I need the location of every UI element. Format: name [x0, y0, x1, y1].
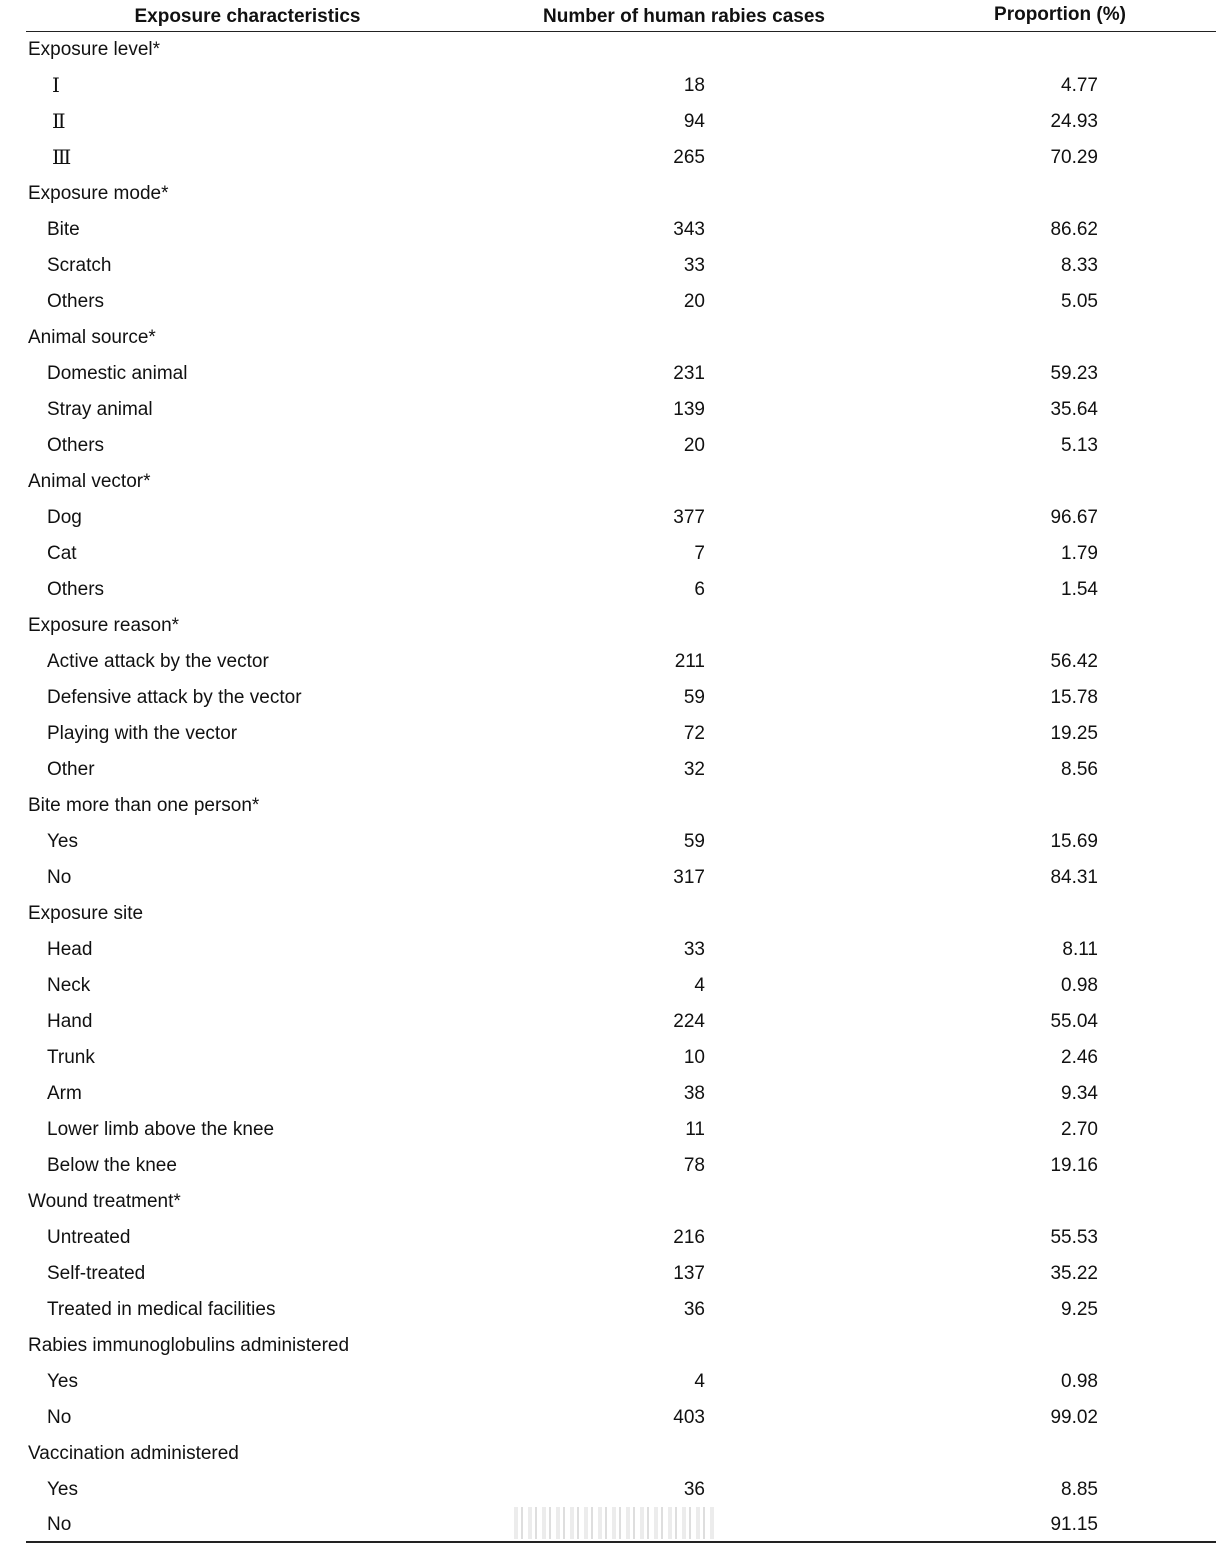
row-label: Domestic animal: [47, 363, 188, 384]
proportion-cell: 1.54: [1061, 579, 1098, 600]
table-row: [0, 435, 1226, 471]
cases-cell: 33: [683, 255, 705, 276]
cases-cell: 59: [683, 687, 705, 708]
group-label: Bite more than one person*: [28, 795, 260, 816]
proportion-cell: 84.31: [1050, 867, 1098, 888]
proportion-cell: 24.93: [1050, 111, 1098, 132]
cases-cell: 403: [673, 1407, 705, 1428]
group-label: Animal source*: [28, 327, 156, 348]
table-row: [0, 1083, 1226, 1119]
proportion-cell: 19.25: [1050, 723, 1098, 744]
group-label: Exposure level*: [28, 39, 161, 60]
proportion-cell: 9.34: [1061, 1083, 1098, 1104]
table-row: [0, 1011, 1226, 1047]
group-label: Exposure mode*: [28, 183, 169, 204]
proportion-cell: 99.02: [1050, 1407, 1098, 1428]
proportion-cell: 35.22: [1050, 1263, 1098, 1284]
table-row: [0, 147, 1226, 183]
proportion-cell: 86.62: [1050, 219, 1098, 240]
cases-cell: 36: [683, 1479, 705, 1500]
group-label: Wound treatment*: [28, 1191, 181, 1212]
row-label: Arm: [47, 1083, 82, 1104]
cases-cell: 139: [673, 399, 705, 420]
group-row: [0, 1443, 1226, 1479]
table-row: [0, 1227, 1226, 1263]
proportion-cell: 8.56: [1061, 759, 1098, 780]
table-row: [0, 1299, 1226, 1335]
table-row: [0, 1047, 1226, 1083]
header-proportion: Proportion (%): [994, 4, 1126, 25]
cases-cell: 33: [683, 939, 705, 960]
cases-cell: 59: [683, 831, 705, 852]
table-row: [0, 687, 1226, 723]
row-label: No: [47, 1514, 72, 1535]
header-exposure-characteristics: Exposure characteristics: [134, 6, 361, 27]
row-label: Others: [47, 435, 105, 456]
proportion-cell: 91.15: [1050, 1514, 1098, 1535]
proportion-cell: 35.64: [1050, 399, 1098, 420]
group-row: [0, 1335, 1226, 1371]
cases-cell: 18: [683, 75, 705, 96]
proportion-cell: 19.16: [1050, 1155, 1098, 1176]
table-row: [0, 399, 1226, 435]
group-row: [0, 39, 1226, 75]
proportion-cell: 59.23: [1050, 363, 1098, 384]
row-label: No: [47, 867, 72, 888]
group-row: [0, 795, 1226, 831]
cases-cell: 94: [683, 111, 705, 132]
group-row: [0, 903, 1226, 939]
proportion-cell: 15.78: [1050, 687, 1098, 708]
proportion-cell: 8.11: [1062, 939, 1098, 960]
table-row: [0, 867, 1226, 903]
table-row: [0, 1155, 1226, 1191]
row-label: Neck: [47, 975, 91, 996]
table-row: [0, 507, 1226, 543]
row-label: Stray animal: [47, 399, 153, 420]
table-row: [0, 651, 1226, 687]
row-label: Cat: [47, 543, 77, 564]
cases-cell: 38: [683, 1083, 705, 1104]
table-row: [0, 255, 1226, 291]
proportion-cell: 70.29: [1050, 147, 1098, 168]
proportion-cell: 0.98: [1061, 975, 1098, 996]
group-row: [0, 183, 1226, 219]
row-label: No: [47, 1407, 72, 1428]
row-label: Self-treated: [47, 1263, 146, 1284]
row-label: Trunk: [47, 1047, 95, 1068]
proportion-cell: 1.79: [1061, 543, 1098, 564]
table-row: [0, 291, 1226, 327]
table-row: [0, 1407, 1226, 1443]
table-row: [0, 543, 1226, 579]
row-label: Active attack by the vector: [47, 651, 269, 672]
proportion-cell: 96.67: [1050, 507, 1098, 528]
row-label: Ⅰ: [52, 75, 60, 97]
row-label: Scratch: [47, 255, 112, 276]
row-label: Hand: [47, 1011, 93, 1032]
table-row: [0, 723, 1226, 759]
group-row: [0, 327, 1226, 363]
group-row: [0, 615, 1226, 651]
row-label: Lower limb above the knee: [47, 1119, 275, 1140]
cases-cell: 20: [683, 435, 705, 456]
cases-cell: 265: [673, 147, 705, 168]
row-label: Ⅱ: [52, 111, 66, 133]
proportion-cell: 55.53: [1050, 1227, 1098, 1248]
row-label: Treated in medical facilities: [47, 1299, 276, 1320]
cases-cell: 377: [673, 507, 705, 528]
proportion-cell: 2.46: [1061, 1047, 1098, 1068]
cases-cell: 6: [694, 579, 705, 600]
table-row: [0, 111, 1226, 147]
group-row: [0, 1191, 1226, 1227]
proportion-cell: 4.77: [1061, 75, 1098, 96]
row-label: Others: [47, 291, 105, 312]
row-label: Defensive attack by the vector: [47, 687, 302, 708]
scan-artifact: [514, 1507, 716, 1539]
table-row: [0, 939, 1226, 975]
table-row: [0, 219, 1226, 255]
cases-cell: 231: [673, 363, 705, 384]
proportion-cell: 8.33: [1061, 255, 1098, 276]
proportion-cell: 0.98: [1061, 1371, 1098, 1392]
cases-cell: 32: [683, 759, 705, 780]
cases-cell: 211: [674, 651, 705, 672]
row-label: Yes: [47, 1479, 78, 1500]
row-label: Untreated: [47, 1227, 131, 1248]
table-row: [0, 1119, 1226, 1155]
cases-cell: 11: [685, 1119, 705, 1140]
group-row: [0, 471, 1226, 507]
group-label: Animal vector*: [28, 471, 151, 492]
table-row: [0, 363, 1226, 399]
row-label: Below the knee: [47, 1155, 177, 1176]
cases-cell: 10: [683, 1047, 705, 1068]
header-rule: [26, 31, 1216, 32]
row-label: Ⅲ: [52, 147, 72, 169]
row-label: Head: [47, 939, 93, 960]
bottom-rule: [26, 1541, 1216, 1543]
cases-cell: 4: [694, 1371, 705, 1392]
proportion-cell: 2.70: [1061, 1119, 1098, 1140]
table-row: [0, 975, 1226, 1011]
cases-cell: 317: [673, 867, 705, 888]
row-label: Other: [47, 759, 95, 780]
cases-cell: 20: [683, 291, 705, 312]
cases-cell: 72: [683, 723, 705, 744]
cases-cell: 137: [673, 1263, 705, 1284]
cases-cell: 343: [673, 219, 705, 240]
row-label: Dog: [47, 507, 82, 528]
table-row: [0, 1371, 1226, 1407]
table-row: [0, 1263, 1226, 1299]
header-number-of-cases: Number of human rabies cases: [543, 6, 825, 27]
cases-cell: 224: [673, 1011, 705, 1032]
cases-cell: 4: [694, 975, 705, 996]
row-label: Bite: [47, 219, 80, 240]
proportion-cell: 56.42: [1050, 651, 1098, 672]
cases-cell: 7: [694, 543, 705, 564]
group-label: Vaccination administered: [28, 1443, 239, 1464]
row-label: Yes: [47, 1371, 78, 1392]
proportion-cell: 55.04: [1050, 1011, 1098, 1032]
cases-cell: 78: [683, 1155, 705, 1176]
proportion-cell: 5.05: [1061, 291, 1098, 312]
table-row: [0, 75, 1226, 111]
table-row: [0, 759, 1226, 795]
proportion-cell: 15.69: [1050, 831, 1098, 852]
proportion-cell: 5.13: [1061, 435, 1098, 456]
row-label: Playing with the vector: [47, 723, 238, 744]
proportion-cell: 8.85: [1061, 1479, 1098, 1500]
group-label: Exposure reason*: [28, 615, 180, 636]
row-label: Others: [47, 579, 105, 600]
table-row: [0, 831, 1226, 867]
group-label: Rabies immunoglobulins administered: [28, 1335, 350, 1356]
cases-cell: 216: [673, 1227, 705, 1248]
table-row: [0, 579, 1226, 615]
cases-cell: 36: [683, 1299, 705, 1320]
row-label: Yes: [47, 831, 78, 852]
proportion-cell: 9.25: [1061, 1299, 1098, 1320]
group-label: Exposure site: [28, 903, 144, 924]
